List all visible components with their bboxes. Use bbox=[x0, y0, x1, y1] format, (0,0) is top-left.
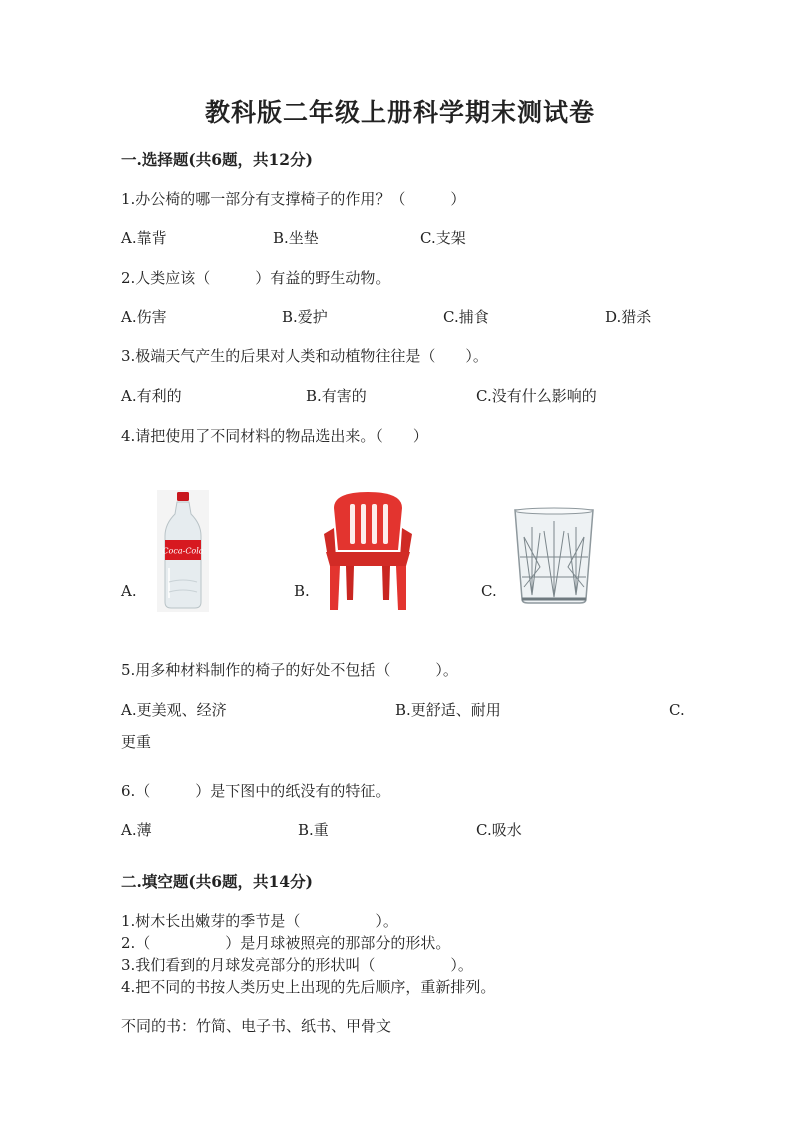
books-list: 不同的书：竹简、电子书、纸书、甲骨文 bbox=[121, 1017, 392, 1035]
question-2: 2.人类应该（ ）有益的野生动物。 bbox=[121, 269, 391, 287]
q1-option-c: C.支架 bbox=[420, 229, 466, 247]
q1-option-b: B.坐垫 bbox=[273, 229, 319, 247]
bottle-label-text: Coca-Cola bbox=[162, 546, 204, 556]
question-4: 4.请把使用了不同材料的物品选出来。（ ） bbox=[121, 427, 428, 445]
q5-option-b: B.更舒适、耐用 bbox=[395, 701, 501, 719]
bottle-image bbox=[157, 490, 209, 612]
q6-option-a: A.薄 bbox=[121, 821, 152, 839]
q2-option-d: D.猎杀 bbox=[605, 308, 652, 326]
q4-option-a: A. bbox=[121, 582, 137, 600]
question-3: 3.极端天气产生的后果对人类和动植物往往是（ ）。 bbox=[121, 347, 488, 365]
glass-image bbox=[512, 507, 596, 605]
q1-option-a: A.靠背 bbox=[121, 229, 167, 247]
fill-question-1: 1.树木长出嫩芽的季节是（ ）。 bbox=[121, 912, 398, 930]
chair-image bbox=[320, 488, 416, 612]
question-5: 5.用多种材料制作的椅子的好处不包括（ ）。 bbox=[121, 661, 458, 679]
fill-question-3: 3.我们看到的月球发亮部分的形状叫（ ）。 bbox=[121, 956, 473, 974]
fill-question-4: 4.把不同的书按人类历史上出现的先后顺序，重新排列。 bbox=[121, 978, 496, 996]
q3-option-c: C.没有什么影响的 bbox=[476, 387, 597, 405]
q2-option-a: A.伤害 bbox=[121, 308, 167, 326]
q4-option-b: B. bbox=[294, 582, 310, 600]
q2-option-c: C.捕食 bbox=[443, 308, 489, 326]
section-heading-choice: 一.选择题(共6题，共12分) bbox=[121, 150, 313, 169]
q5-option-a: A.更美观、经济 bbox=[121, 701, 227, 719]
fill-question-2: 2.（ ）是月球被照亮的那部分的形状。 bbox=[121, 934, 451, 952]
question-1: 1.办公椅的哪一部分有支撑椅子的作用？（ ） bbox=[121, 190, 466, 208]
q2-option-b: B.爱护 bbox=[282, 308, 328, 326]
question-6: 6.（ ）是下图中的纸没有的特征。 bbox=[121, 782, 391, 800]
q6-option-b: B.重 bbox=[298, 821, 329, 839]
q3-option-b: B.有害的 bbox=[306, 387, 367, 405]
section-heading-fill: 二.填空题(共6题，共14分) bbox=[121, 872, 313, 891]
q6-option-c: C.吸水 bbox=[476, 821, 522, 839]
q3-option-a: A.有利的 bbox=[121, 387, 182, 405]
page-title: 教科版二年级上册科学期末测试卷 bbox=[204, 98, 595, 127]
q4-option-c: C. bbox=[481, 582, 497, 600]
q5-option-c: C. bbox=[669, 701, 685, 719]
q5-option-c-text: 更重 bbox=[121, 733, 152, 751]
